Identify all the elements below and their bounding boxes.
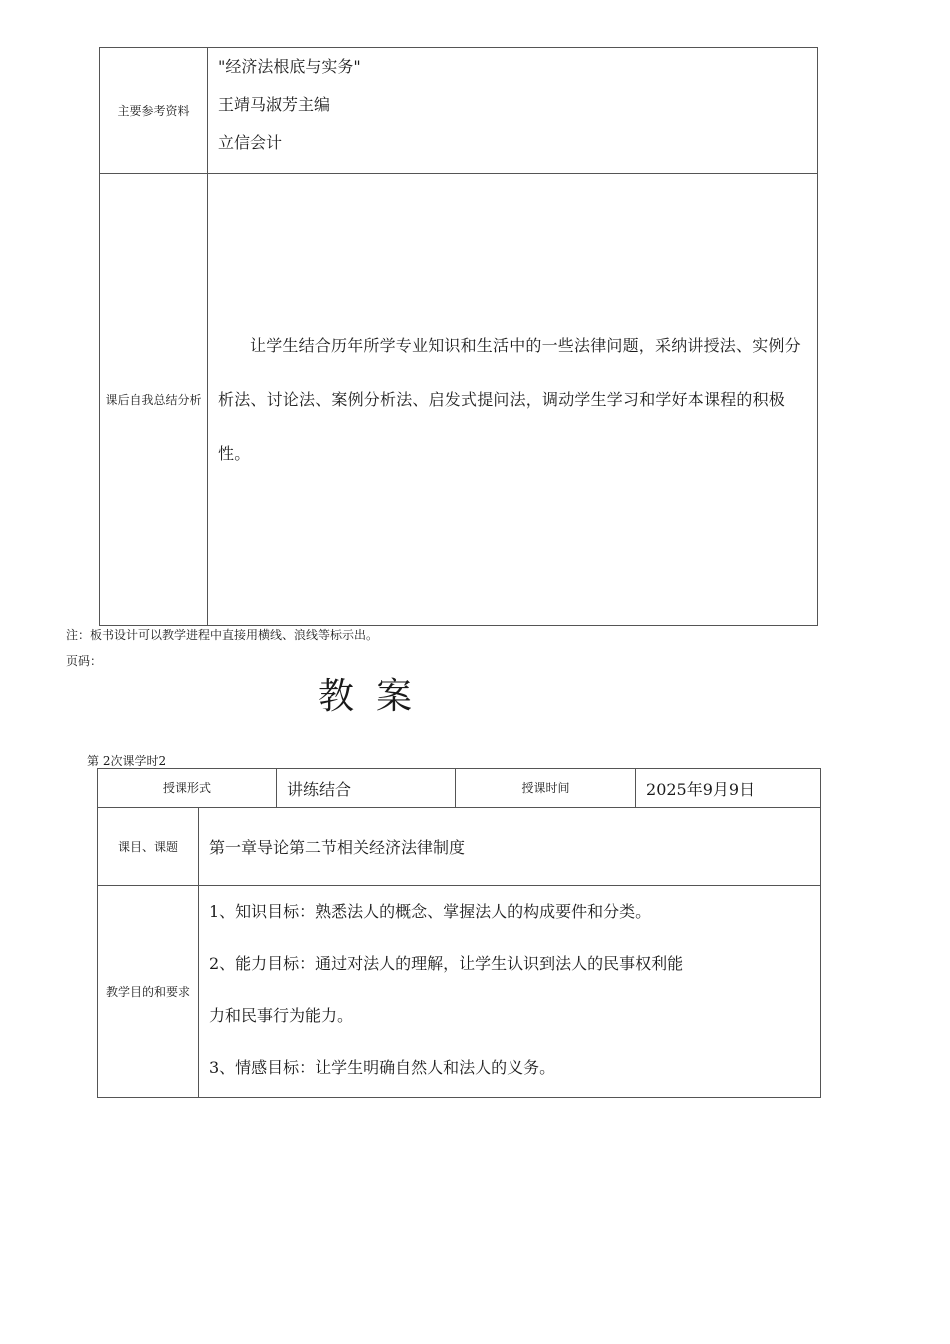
objectives-row [98,886,821,1098]
summary-label: 课后自我总结分析 [100,174,208,626]
topic-value: 第一章导论第二节相关经济法律制度 [199,808,821,886]
objective-ability: 2、能力目标：通过对法人的理解，让学生认识到法人的民事权利能 [209,954,684,973]
page-number-label: 页码： [66,654,103,668]
objective-emotion: 3、情感目标：让学生明确自然人和法人的义务。 [209,1058,556,1077]
teaching-form-label: 授课形式 [98,769,277,808]
summary-text: 让学生结合历年所学专业知识和生活中的一些法律问题，采纳讲授法、实例分析法、讨论法、案例分析法、启发式提问法，调动学生学习和学好本课程的积极性。 [208,174,818,626]
session-info: 第 2次课学时2 [87,754,167,768]
reference-editors: 王靖马淑芳主编 [218,95,331,114]
references-label: 主要参考资料 [100,48,208,174]
objectives-label: 教学目的和要求 [98,886,199,1098]
upper-lesson-table [99,47,818,626]
teaching-time-label: 授课时间 [456,769,636,808]
teaching-time-value: 2025年9月9日 [636,769,821,808]
summary-row [100,174,818,626]
teaching-form-value: 讲练结合 [277,769,456,808]
objective-knowledge: 1、知识目标：熟悉法人的概念、掌握法人的构成要件和分类。 [209,902,652,921]
reference-book-title: "经济法根底与实务" [218,57,361,76]
references-row [100,48,818,174]
page-title: 教案 [318,676,435,717]
lower-lesson-table [97,768,821,1098]
reference-publisher: 立信会计 [218,133,283,152]
objectives-cell [199,886,821,1098]
topic-label: 课目、课题 [98,808,199,886]
form-time-row [98,769,821,808]
topic-row [98,808,821,886]
board-design-note: 注：板书设计可以教学进程中直接用横线、浪线等标示出。 [66,628,379,642]
objective-ability-continued: 力和民事行为能力。 [209,1006,354,1025]
references-cell [208,48,818,174]
